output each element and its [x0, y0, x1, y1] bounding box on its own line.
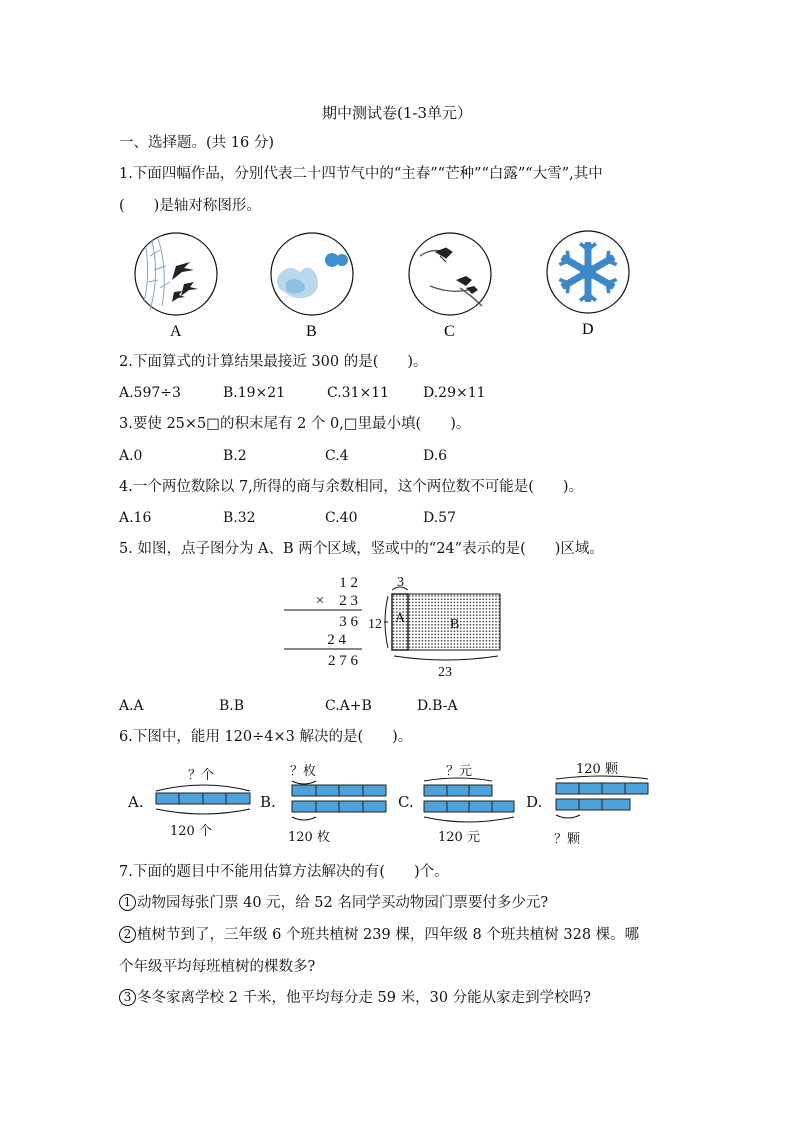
grid-top-label: 3: [397, 575, 404, 590]
q2-option-c: C.31×11: [327, 385, 390, 401]
q3-option-c: C.4: [325, 448, 349, 464]
swallow-painting-icon: [135, 233, 217, 315]
q3-text: 3.要使 25×5□的积末尾有 2 个 0,□里最小填( )。: [119, 416, 471, 432]
calc-row1: 1 2: [339, 575, 358, 591]
q2-option-b: B.19×21: [223, 385, 286, 401]
q6-d-bottom: ？颗: [554, 832, 581, 847]
birds-painting-icon: [409, 233, 491, 315]
q5-option-d: D.B-A: [417, 698, 458, 714]
grid-region-b: B: [450, 617, 460, 632]
calc-row2: × 2 3: [315, 593, 358, 609]
q2-option-d: D.29×11: [423, 385, 486, 401]
q1-figures: [120, 226, 640, 342]
q6-c-top: ？元: [446, 764, 473, 779]
page-title: 期中测试卷(1-3单元）: [321, 104, 472, 122]
q6-label-c: C.: [398, 793, 414, 811]
q7-text: 7.下面的题目中不能用估算方法解决的有( )个。: [119, 864, 449, 880]
q1-text-line1: 1.下面四幅作品，分别代表二十四节气中的“主春”“芒种”“白露”“大雪”,其中: [119, 166, 603, 182]
q2-text: 2.下面算式的计算结果最接近 300 的是( )。: [119, 354, 428, 370]
q6-a-bottom: 120 个: [170, 824, 212, 839]
q1-text-line2: ( )是轴对称图形。: [119, 198, 261, 214]
q4-option-b: B.32: [223, 510, 256, 526]
calc-row5: 2 7 6: [328, 653, 358, 669]
q7-item-1: 1 动物园每张门票 40 元，给 52 名同学买动物园门票要付多少元?: [119, 893, 548, 913]
circled-number-2: 2: [119, 926, 136, 943]
q6-label-a: A.: [128, 793, 144, 811]
grid-region-a: A: [395, 611, 406, 626]
q4-option-c: C.40: [325, 510, 358, 526]
q3-option-a: A.0: [119, 448, 143, 464]
circled-number-3: 3: [119, 989, 136, 1006]
q3-option-d: D.6: [423, 448, 448, 464]
q1-label-a: A: [170, 323, 182, 340]
q2-option-a: A.597÷3: [119, 385, 181, 401]
q4-option-a: A.16: [119, 510, 152, 526]
q4-option-d: D.57: [423, 510, 456, 526]
q4-text: 4.一个两位数除以 7,所得的商与余数相同，这个两位数不可能是( )。: [119, 479, 584, 495]
q1-label-b: B: [306, 323, 317, 340]
q6-text: 6.下图中，能用 120÷4×3 解决的是( )。: [119, 729, 413, 745]
calc-row4: 2 4: [327, 632, 346, 648]
q5-option-b: B.B: [219, 698, 245, 714]
snowflake-painting-icon: [547, 231, 629, 313]
q7-item-3: 3 冬冬家离学校 2 千米，他平均每分走 59 米，30 分能从家走到学校吗?: [119, 988, 591, 1008]
circled-number-1: 1: [119, 894, 136, 911]
q5-option-c: C.A+B: [325, 698, 372, 714]
q3-option-b: B.2: [223, 448, 247, 464]
q6-label-b: B.: [260, 793, 276, 811]
q6-c-bottom: 120 元: [438, 830, 480, 845]
calc-row3: 3 6: [339, 614, 358, 630]
q6-b-bottom: 120 枚: [288, 830, 330, 845]
q6-b-top: ？枚: [290, 764, 317, 779]
section-heading: 一、选择题。(共 16 分): [119, 135, 274, 151]
q6-figure: [118, 753, 678, 853]
grid-left-label: 12: [368, 617, 382, 632]
q7-item-2: 2 植树节到了，三年级 6 个班共植树 239 棵，四年级 8 个班共植树 328 棵。哪: [119, 925, 639, 945]
q6-a-top: ？个: [188, 768, 215, 783]
q5-figure: [280, 572, 520, 684]
q7-item-2-cont: 个年级平均每班植树的棵数多?: [119, 959, 316, 975]
q1-label-c: C: [444, 323, 455, 340]
q1-label-d: D: [582, 321, 594, 338]
q5-text: 5. 如图，点子图分为 A、B 两个区域，竖或中的“24”表示的是( )区域。: [119, 541, 604, 557]
q6-d-top: 120 颗: [576, 762, 618, 777]
mist-painting-icon: [271, 233, 353, 315]
q6-label-d: D.: [526, 793, 543, 811]
grid-bottom-label: 23: [438, 665, 452, 680]
q5-option-a: A.A: [119, 698, 144, 714]
